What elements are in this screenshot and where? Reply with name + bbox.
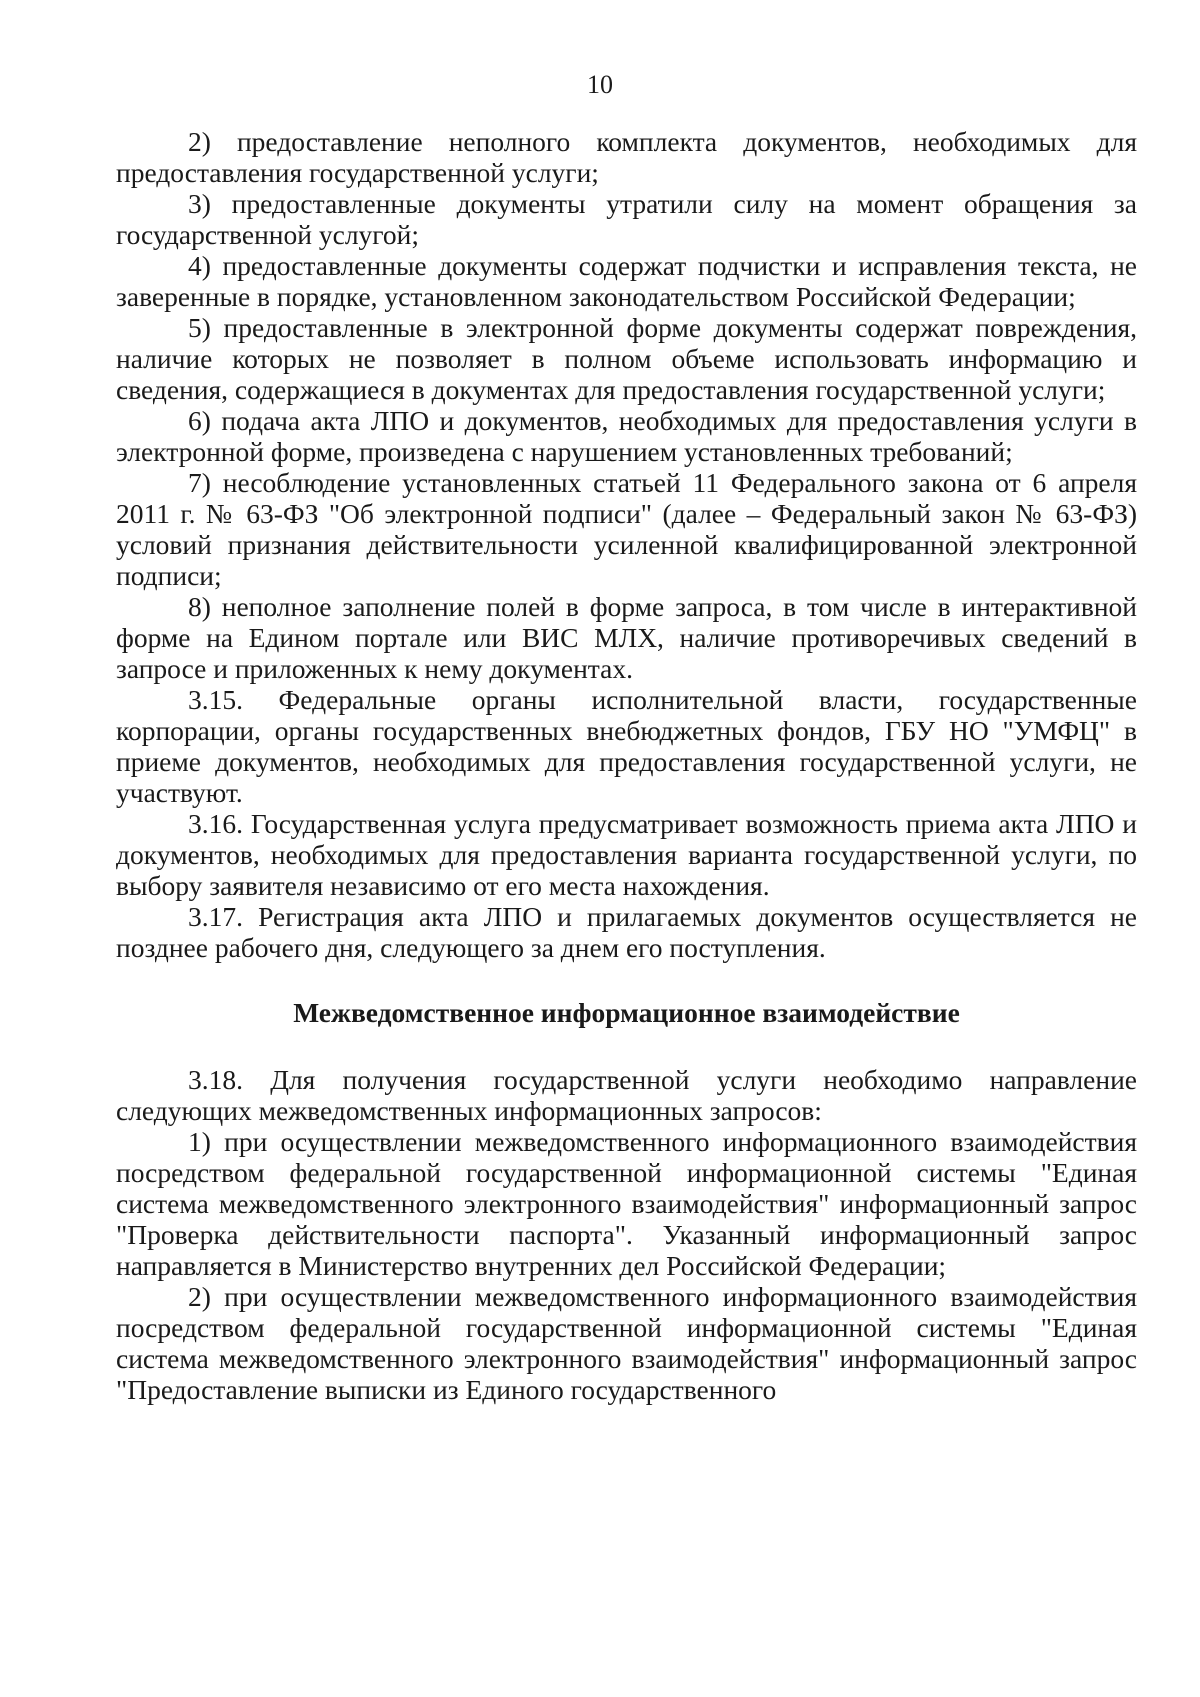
list-item-5: 5) предоставленные в электронной форме документы содержат повреждения, наличие которых не позволяет в полном объеме использовать информацию и сведения, содержащиеся в документах для предоставления государственной услуги; xyxy=(116,312,1137,405)
list-item-7: 7) несоблюдение установленных статьей 11 Федерального закона от 6 апреля 2011 г. № 63-ФЗ "Об электронной подписи" (далее – Федеральный закон № 63-ФЗ) условий признания действительности усиленной квалифицированной электронной подписи; xyxy=(116,467,1137,591)
list-item-2: 2) предоставление неполного комплекта документов, необходимых для предоставления государственной услуги; xyxy=(116,126,1137,188)
section-heading: Межведомственное информационное взаимодействие xyxy=(293,997,960,1028)
clause-3-18: 3.18. Для получения государственной услуги необходимо направление следующих межведомственных информационных запросов: xyxy=(116,1064,1137,1126)
clause-3-15: 3.15. Федеральные органы исполнительной власти, государственные корпорации, органы государственных внебюджетных фондов, ГБУ НО "УМФЦ" в приеме документов, необходимых для предоставления государственной услуги, не участвуют. xyxy=(116,684,1137,808)
list-item-4: 4) предоставленные документы содержат подчистки и исправления текста, не заверенные в порядке, установленном законодательством Российской Федерации; xyxy=(116,250,1137,312)
clause-3-16: 3.16. Государственная услуга предусматривает возможность приема акта ЛПО и документов, необходимых для предоставления варианта государственной услуги, по выбору заявителя независимо от его места нахождения. xyxy=(116,808,1137,901)
list-item-6: 6) подача акта ЛПО и документов, необходимых для предоставления услуги в электронной форме, произведена с нарушением установленных требований; xyxy=(116,405,1137,467)
request-item-2: 2) при осуществлении межведомственного информационного взаимодействия посредством федеральной государственной информационной системы "Единая система межведомственного электронного взаимодействия" информационный запрос "Предоставление выписки из Единого государственного xyxy=(116,1281,1137,1405)
request-item-1: 1) при осуществлении межведомственного информационного взаимодействия посредством федеральной государственной информационной системы "Единая система межведомственного электронного взаимодействия" информационный запрос "Проверка действительности паспорта". Указанный информационный запрос направляется в Министерство внутренних дел Российской Федерации; xyxy=(116,1126,1137,1281)
list-item-3: 3) предоставленные документы утратили силу на момент обращения за государственной услугой; xyxy=(116,188,1137,250)
list-item-8: 8) неполное заполнение полей в форме запроса, в том числе в интерактивной форме на Едином портале или ВИС МЛХ, наличие противоречивых сведений в запросе и приложенных к нему документах. xyxy=(116,591,1137,684)
page-number: 10 xyxy=(587,70,613,99)
clause-3-17: 3.17. Регистрация акта ЛПО и прилагаемых документов осуществляется не позднее рабочего дня, следующего за днем его поступления. xyxy=(116,901,1137,963)
document-body xyxy=(116,126,1137,1405)
